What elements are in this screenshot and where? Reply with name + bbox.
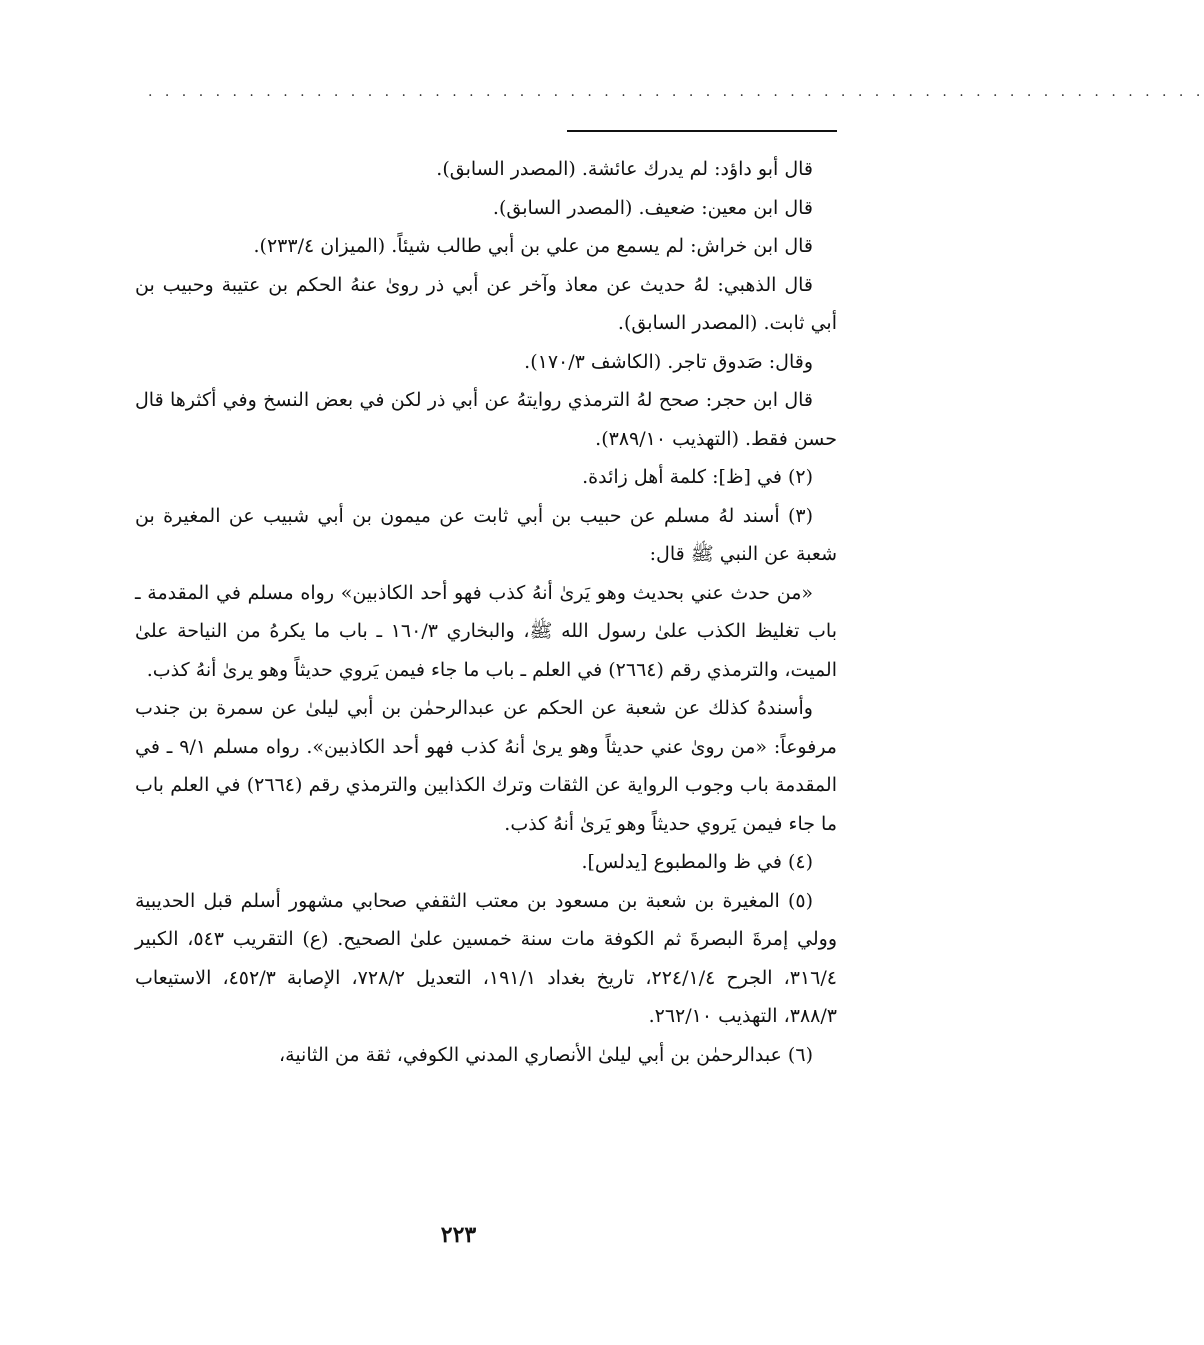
page-number: ٢٢٣ [440,1222,477,1248]
footnote-6: (٦) عبدالرحمٰن بن أبي ليلىٰ الأنصاري المدني الكوفي، ثقة من الثانية، [279,1043,813,1066]
paragraph-abu-dawud: قال أبو داؤد: لم يدرك عائشة. (المصدر السابق). [436,158,813,180]
paragraph-ibn-khirash: قال ابن خراش: لم يسمع من علي بن أبي طالب شيئاً. (الميزان ٢٣٣/٤). [253,235,813,257]
paragraph-ibn-main: قال ابن معين: ضعيف. (المصدر السابق). [492,196,813,219]
footnote-5: (٥) المغيرة بن شعبة بن مسعود بن معتب الثقفي صحابي مشهور أسلم قبل الحديبية وولي إمرةَ البصرةَ ثم الكوفة مات سنة خمسين علىٰ الصحيح. (ع) التقريب ٥٤٣، الكبير ٣١٦/٤، الجرح ٢٢٤/١/٤، تاريخ بغداد ١٩١/١، التعديل ٧٢٨/٢، الإصابة ٤٥٢/٣، الاستيعاب ٣٨٨/٣، التهذيب ٢٦٢/١٠. [135,889,837,1027]
footnote-2: (٢) في [ظ]: كلمة أهل زائدة. [582,466,813,488]
footnotes-body [135,150,837,1074]
paragraph-dhahabi: قال الذهبي: لهُ حديث عن معاذ وآخر عن أبي ذر روىٰ عنهُ الحكم بن عتيبة وحبيب بن أبي ثابت. (المصدر السابق). [135,273,837,334]
paragraph-ibn-hajar: قال ابن حجر: صحح لهُ الترمذي روايتهُ عن أبي ذر لكن في بعض النسخ وفي أكثرها قال حسن فقط. (التهذيب ٣٨٩/١٠). [135,389,837,450]
footnote-3-continued: وأسندهُ كذلك عن شعبة عن الحكم عن عبدالرحمٰن بن أبي ليلىٰ عن سمرة بن جندب مرفوعاً: «من روىٰ عني حديثاً وهو يرىٰ أنهُ كذب فهو أحد الكاذبين». رواه مسلم ٩/١ ـ في المقدمة باب وجوب الرواية عن الثقات وترك الكذابين والترمذي رقم (٢٦٦٤) في العلم باب ما جاء فيمن يَروي حديثاً وهو يَرىٰ أنهُ كذب. [135,697,837,835]
footnote-4: (٤) في ظ والمطبوع [يدلس]. [581,851,813,873]
footnote-3: (٣) أسند لهُ مسلم عن حبيب بن أبي ثابت عن ميمون بن أبي شبيب عن المغيرة بن شعبة عن النبي ﷺ قال: [135,504,837,565]
footnote-rule [567,130,837,132]
footnote-3-hadith: «من حدث عني بحديث وهو يَرىٰ أنهُ كذب فهو أحد الكاذبين» رواه مسلم في المقدمة ـ باب تغليظ الكذب علىٰ رسول الله ﷺ، والبخاري ١٦٠/٣ ـ باب ما يكرهُ من النياحة علىٰ الميت، والترمذي رقم (٢٦٦٤) في العلم ـ باب ما جاء فيمن يَروي حديثاً وهو يرىٰ أنهُ كذب. [135,581,837,681]
paragraph-wa-qal: وقال: صَدوق تاجر. (الكاشف ١٧٠/٣). [524,350,813,373]
footnote-separator-dots: . . . . . . . . . . . . . . . . . . . . . . . . . . . . . . . . . . . . . . . . . . . . . . . . . . . . . . . . . . . . . . . [148,84,1204,100]
